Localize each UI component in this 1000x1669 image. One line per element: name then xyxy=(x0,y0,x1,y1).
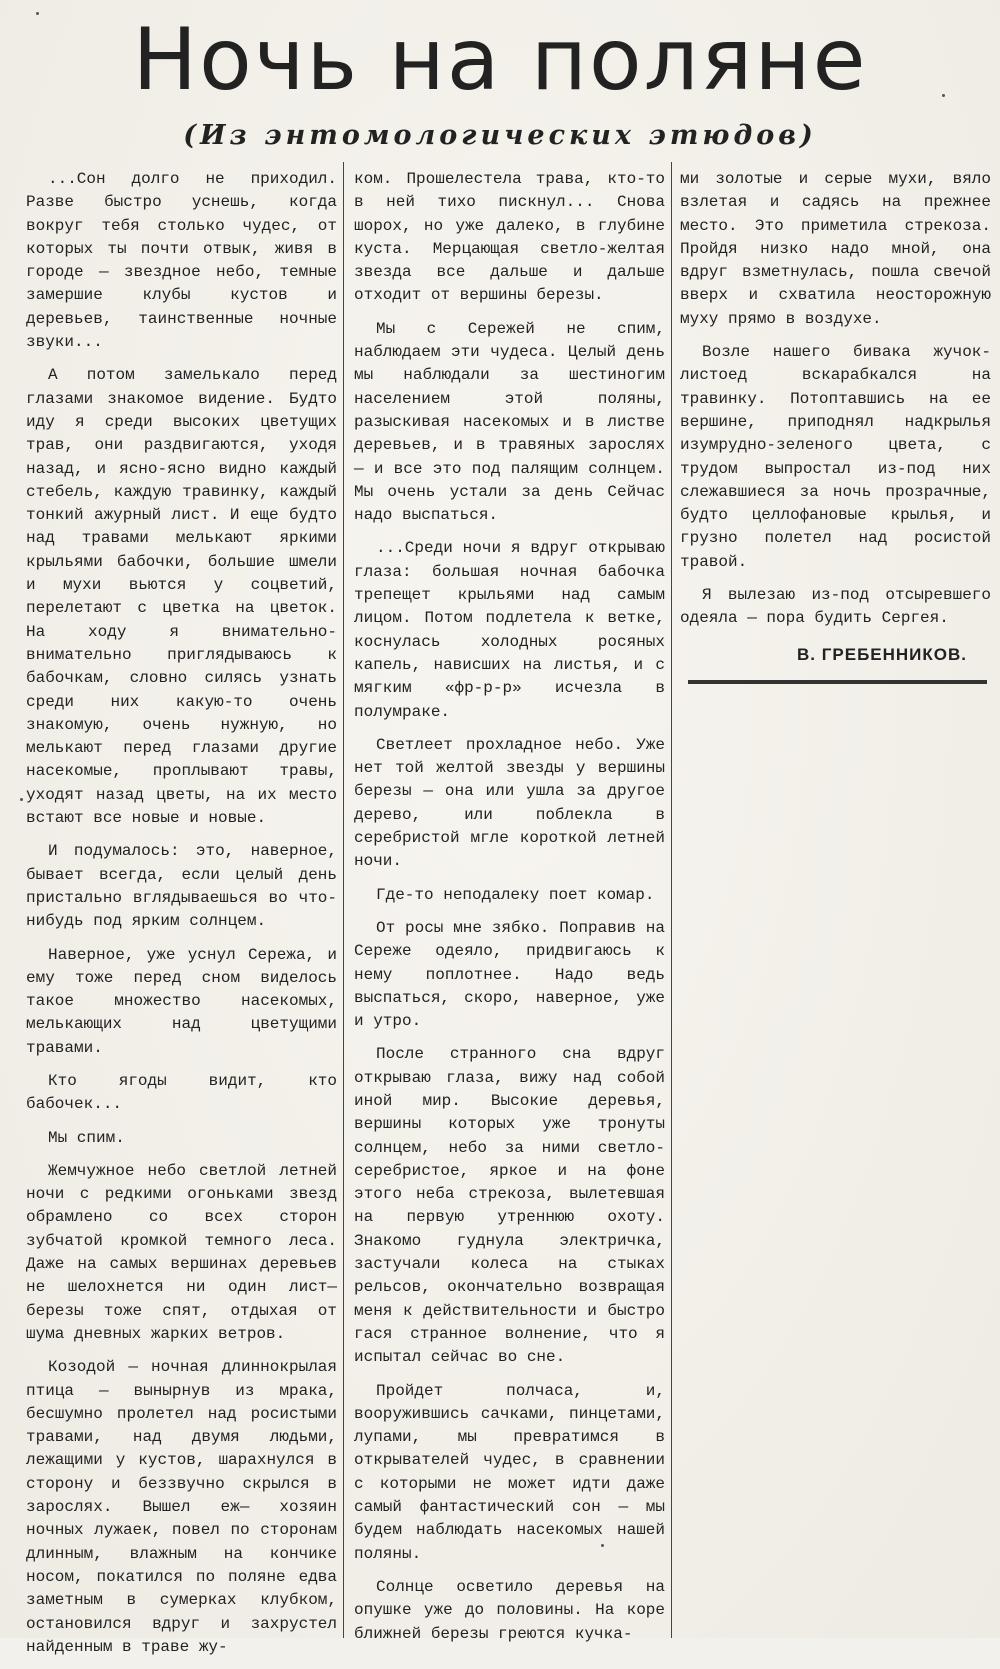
text-column-3 xyxy=(680,168,991,684)
paragraph: Где-то неподалеку поет комар. xyxy=(376,885,655,904)
paragraph: Я вылезаю из-под отсыревшего одеяла — пора будить Сергея. xyxy=(680,586,991,628)
print-speck xyxy=(601,1544,604,1547)
column-divider xyxy=(343,162,344,1638)
paragraph: Мы спим. xyxy=(48,1128,125,1147)
paragraph: Жемчужное небо светлой летней ночи с редкими огоньками звезд обрамлено со всех сторон зубчатой кромкой темного леса. Даже на самых вершинах деревьев не шелохнется ни один лист— березы тоже спят, отдыхая от шума дневных жарких ветров. xyxy=(26,1161,337,1343)
paragraph: Козодой — ночная длиннокрылая птица — вынырнув из мрака, бесшумно пролетел над росистыми травами, над двумя людьми, лежащими у кустов, шарахнулся в сторону и беззвучно скрылся в зарослях. Вышел еж— хозяин ночных лужаек, повел по сторонам длинным, влажным на кончике носом, покатился по поляне едва заметным в сумерках клубком, остановился вдруг и захрустел найденным в траве жу- xyxy=(26,1358,337,1656)
article-subtitle: (Из энтомологических этюдов) xyxy=(183,120,817,151)
end-rule xyxy=(688,680,987,684)
paragraph: ком. Прошелестела трава, кто-то в ней тихо пискнул... Снова шорох, но уже далеко, в глубине куста. Мерцающая светло-желтая звезда все дальше и дальше отходит от вершины березы. xyxy=(354,170,665,305)
text-column-2 xyxy=(354,168,665,1656)
paragraph: От росы мне зябко. Поправив на Сереже одеяло, придвигаюсь к нему поплотнее. Надо ведь выспаться, скоро, наверное, уже и утро. xyxy=(354,918,665,1031)
paragraph: Возле нашего бивака жучок-листоед вскарабкался на травинку. Потоптавшись на ее вершине, приподнял надкрылья изумрудно-зеленого цвета, с трудом выпростал из-под них слежавшиеся за ночь прозрачные, будто целлофановые крылья, и грузно полетел над росистой травой. xyxy=(680,343,991,571)
paragraph: После странного сна вдруг открываю глаза, вижу над собой иной мир. Высокие деревья, вершины которых уже тронуты солнцем, небо за ними светло-серебристое, яркое и на фоне этого неба стрекоза, вылетевшая на первую утреннюю охоту. Знакомо гуднула электричка, застучали колеса на стыках рельсов, окончательно возвращая меня к действительности и быстро гася странное волнение, что я испытал сейчас во сне. xyxy=(354,1045,665,1367)
paragraph: А потом замелькало перед глазами знакомое видение. Будто иду я среди высоких цветущих трав, они раздвигаются, уходя назад, и ясно-ясно видно каждый стебель, каждую травинку, каждый тонкий ажурный лист. И еще будто над травами мелькают яркими крыльями бабочки, большие шмели и мухи вьются у соцветий, перелетают с цветка на цветок. На ходу я внимательно-внимательно приглядываюсь к бабочкам, словно силясь узнать среди них какую-то очень знакомую, очень нужную, но мелькают перед глазами другие насекомые, проплывают травы, уходят назад цветы, на их место встают все новые и новые. xyxy=(26,366,337,828)
paragraph: Светлеет прохладное небо. Уже нет той желтой звезды у вершины березы — она или ушла за другое дерево, или поблекла в серебристой мгле короткой летней ночи. xyxy=(354,735,665,871)
paragraph: ...Среди ночи я вдруг открываю глаза: большая ночная бабочка трепещет крыльями над самым лицом. Потом подлетела к ветке, коснулась холодных росяных капель, нависших на листья, и с мягким «фр-р-р» исчезла в полумраке. xyxy=(354,539,665,721)
paragraph: ...Сон долго не приходил. Разве быстро уснешь, когда вокруг тебя столько чудес, от которых ты почти отвык, живя в городе — звездное небо, темные замершие клубы кустов и деревьев, таинственные ночные звуки... xyxy=(26,170,337,352)
paragraph: Мы с Сережей не спим, наблюдаем эти чудеса. Целый день мы наблюдали за шестиногим населением этой поляны, разыскивая насекомых и в листве деревьев, и в травяных зарослях — и все это под палящим солнцем. Мы очень устали за день Сейчас надо выспаться. xyxy=(354,319,665,525)
paragraph: Кто ягоды видит, кто бабочек... xyxy=(26,1071,337,1114)
column-divider xyxy=(671,162,672,1638)
paragraph: И подумалось: это, наверное, бывает всегда, если целый день пристально вглядываешься во что-нибудь под ярким солнцем. xyxy=(26,842,337,931)
paragraph: Пройдет полчаса, и, вооружившись сачками, пинцетами, лупами, мы превратимся в открывателей чудес, в сравнении с которыми не может идти даже самый фантастический сон — мы будем наблюдать насекомых нашей поляны. xyxy=(354,1381,665,1563)
article-title: Ночь на поляне xyxy=(132,10,868,110)
author-signature: В. ГРЕБЕННИКОВ. xyxy=(797,644,967,664)
paragraph: Солнце осветило деревья на опушке уже до половины. На коре ближней березы греются кучка- xyxy=(354,1577,665,1643)
print-speck xyxy=(942,94,945,97)
paragraph: ми золотые и серые мухи, вяло взлетая и садясь на прежнее место. Это приметила стрекоза. Пройдя низко надо мной, она вдруг взметнулась, пошла свечой вверх и схватила неосторожную муху прямо в воздухе. xyxy=(680,170,991,328)
print-speck xyxy=(36,12,39,15)
paragraph: Наверное, уже уснул Сережа, и ему тоже перед сном виделось такое множество насекомых, мелькающих над цветущими травами. xyxy=(26,945,337,1057)
print-speck xyxy=(20,798,23,801)
text-column-1 xyxy=(26,168,337,1669)
